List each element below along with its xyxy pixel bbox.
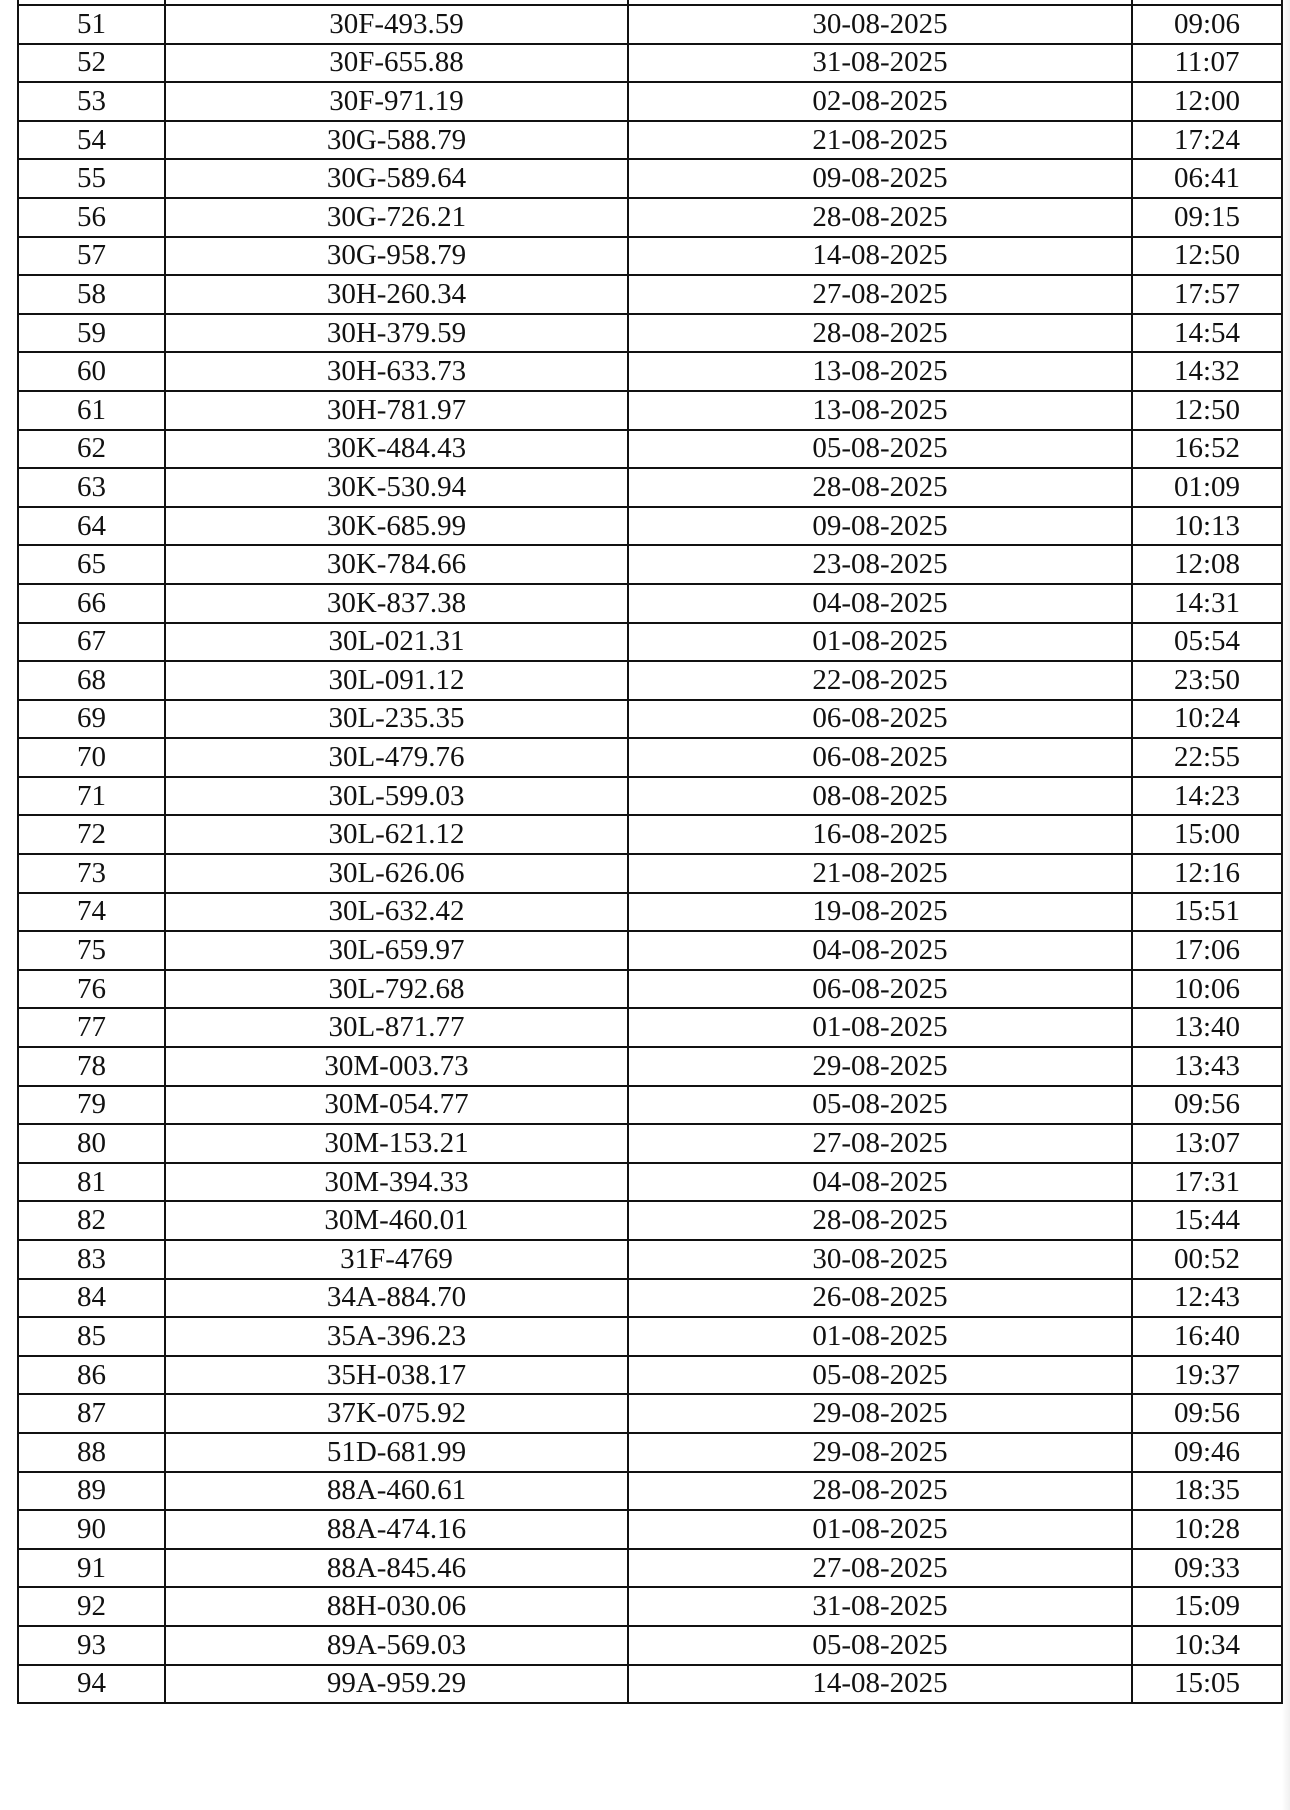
time-cell: 09:56 — [1132, 1394, 1282, 1433]
date-cell: 31-08-2025 — [628, 44, 1132, 83]
table-row — [18, 661, 1282, 700]
table-row — [18, 970, 1282, 1009]
row-index-cell: 87 — [18, 1394, 165, 1433]
plate-number-cell: 30H-260.34 — [165, 275, 628, 314]
row-index-cell: 63 — [18, 468, 165, 507]
table-row — [18, 738, 1282, 777]
plate-number-cell: 30M-460.01 — [165, 1201, 628, 1240]
row-index-cell: 56 — [18, 198, 165, 237]
date-cell: 09-08-2025 — [628, 507, 1132, 546]
date-cell: 05-08-2025 — [628, 1356, 1132, 1395]
date-cell: 05-08-2025 — [628, 430, 1132, 469]
table-row — [18, 352, 1282, 391]
time-cell: 12:43 — [1132, 1279, 1282, 1318]
row-index-cell: 61 — [18, 391, 165, 430]
plate-number-cell: 30K-784.66 — [165, 545, 628, 584]
plate-number-cell: 30H-633.73 — [165, 352, 628, 391]
row-index-cell: 57 — [18, 237, 165, 276]
table-row — [18, 854, 1282, 893]
date-cell: 06-08-2025 — [628, 970, 1132, 1009]
time-cell: 19:37 — [1132, 1356, 1282, 1395]
row-index-cell: 82 — [18, 1201, 165, 1240]
date-cell: 30-08-2025 — [628, 5, 1132, 44]
time-cell: 17:57 — [1132, 275, 1282, 314]
table-row — [18, 1008, 1282, 1047]
plate-number-cell: 30L-626.06 — [165, 854, 628, 893]
time-cell: 13:43 — [1132, 1047, 1282, 1086]
time-cell: 18:35 — [1132, 1472, 1282, 1511]
date-cell: 08-08-2025 — [628, 777, 1132, 816]
date-cell: 06-08-2025 — [628, 700, 1132, 739]
row-index-cell: 83 — [18, 1240, 165, 1279]
date-cell: 31-08-2025 — [628, 1587, 1132, 1626]
row-index-cell: 90 — [18, 1510, 165, 1549]
time-cell: 06:41 — [1132, 159, 1282, 198]
table-row — [18, 1240, 1282, 1279]
plate-number-cell: 30L-235.35 — [165, 700, 628, 739]
plate-number-cell: 30G-958.79 — [165, 237, 628, 276]
table-row — [18, 1472, 1282, 1511]
table-row — [18, 159, 1282, 198]
plate-number-cell: 51D-681.99 — [165, 1433, 628, 1472]
table-row — [18, 121, 1282, 160]
row-index-cell: 75 — [18, 931, 165, 970]
plate-number-cell: 35H-038.17 — [165, 1356, 628, 1395]
date-cell: 16-08-2025 — [628, 815, 1132, 854]
row-index-cell: 77 — [18, 1008, 165, 1047]
plate-number-cell: 30L-632.42 — [165, 893, 628, 932]
time-cell: 17:31 — [1132, 1163, 1282, 1202]
date-cell: 29-08-2025 — [628, 1433, 1132, 1472]
row-index-cell: 91 — [18, 1549, 165, 1588]
table-row — [18, 777, 1282, 816]
date-cell: 21-08-2025 — [628, 121, 1132, 160]
time-cell: 17:06 — [1132, 931, 1282, 970]
date-cell: 02-08-2025 — [628, 82, 1132, 121]
row-index-cell: 94 — [18, 1665, 165, 1704]
date-cell: 29-08-2025 — [628, 1394, 1132, 1433]
plate-number-cell: 30M-394.33 — [165, 1163, 628, 1202]
table-row — [18, 430, 1282, 469]
row-index-cell: 53 — [18, 82, 165, 121]
date-cell: 21-08-2025 — [628, 854, 1132, 893]
time-cell: 10:13 — [1132, 507, 1282, 546]
table-row — [18, 507, 1282, 546]
row-index-cell: 60 — [18, 352, 165, 391]
time-cell: 12:50 — [1132, 391, 1282, 430]
date-cell: 04-08-2025 — [628, 931, 1132, 970]
plate-number-cell: 30G-589.64 — [165, 159, 628, 198]
table-row — [18, 1665, 1282, 1704]
table-row — [18, 1510, 1282, 1549]
row-index-cell: 70 — [18, 738, 165, 777]
table-row — [18, 1433, 1282, 1472]
row-index-cell: 84 — [18, 1279, 165, 1318]
time-cell: 15:00 — [1132, 815, 1282, 854]
plate-number-cell: 30K-837.38 — [165, 584, 628, 623]
time-cell: 10:34 — [1132, 1626, 1282, 1665]
table-row — [18, 584, 1282, 623]
records-table — [17, 0, 1283, 1704]
time-cell: 12:08 — [1132, 545, 1282, 584]
plate-number-cell: 30G-726.21 — [165, 198, 628, 237]
time-cell: 23:50 — [1132, 661, 1282, 700]
row-index-cell: 51 — [18, 5, 165, 44]
scan-edge-shade — [1282, 0, 1290, 1810]
date-cell: 27-08-2025 — [628, 275, 1132, 314]
table-row — [18, 1047, 1282, 1086]
time-cell: 14:32 — [1132, 352, 1282, 391]
row-index-cell: 59 — [18, 314, 165, 353]
date-cell: 13-08-2025 — [628, 352, 1132, 391]
plate-number-cell: 30L-021.31 — [165, 623, 628, 662]
date-cell: 04-08-2025 — [628, 1163, 1132, 1202]
row-index-cell: 58 — [18, 275, 165, 314]
row-index-cell: 93 — [18, 1626, 165, 1665]
table-row — [18, 1086, 1282, 1125]
plate-number-cell: 30L-621.12 — [165, 815, 628, 854]
plate-number-cell: 30L-871.77 — [165, 1008, 628, 1047]
time-cell: 10:06 — [1132, 970, 1282, 1009]
row-index-cell: 54 — [18, 121, 165, 160]
date-cell: 29-08-2025 — [628, 1047, 1132, 1086]
time-cell: 15:51 — [1132, 893, 1282, 932]
plate-number-cell: 30F-971.19 — [165, 82, 628, 121]
date-cell: 28-08-2025 — [628, 1472, 1132, 1511]
plate-number-cell: 30F-655.88 — [165, 44, 628, 83]
table-row — [18, 1356, 1282, 1395]
time-cell: 22:55 — [1132, 738, 1282, 777]
date-cell: 14-08-2025 — [628, 237, 1132, 276]
row-index-cell: 89 — [18, 1472, 165, 1511]
date-cell: 27-08-2025 — [628, 1124, 1132, 1163]
row-index-cell: 55 — [18, 159, 165, 198]
time-cell: 01:09 — [1132, 468, 1282, 507]
time-cell: 09:15 — [1132, 198, 1282, 237]
row-index-cell: 88 — [18, 1433, 165, 1472]
date-cell: 28-08-2025 — [628, 468, 1132, 507]
plate-number-cell: 88H-030.06 — [165, 1587, 628, 1626]
time-cell: 16:40 — [1132, 1317, 1282, 1356]
table-row — [18, 237, 1282, 276]
time-cell: 12:50 — [1132, 237, 1282, 276]
time-cell: 00:52 — [1132, 1240, 1282, 1279]
time-cell: 09:56 — [1132, 1086, 1282, 1125]
date-cell: 27-08-2025 — [628, 1549, 1132, 1588]
row-index-cell: 74 — [18, 893, 165, 932]
plate-number-cell: 30K-530.94 — [165, 468, 628, 507]
time-cell: 10:24 — [1132, 700, 1282, 739]
time-cell: 15:09 — [1132, 1587, 1282, 1626]
table-row — [18, 391, 1282, 430]
plate-number-cell: 30H-379.59 — [165, 314, 628, 353]
row-index-cell: 73 — [18, 854, 165, 893]
row-index-cell: 62 — [18, 430, 165, 469]
time-cell: 13:40 — [1132, 1008, 1282, 1047]
date-cell: 19-08-2025 — [628, 893, 1132, 932]
table-row — [18, 1124, 1282, 1163]
date-cell: 26-08-2025 — [628, 1279, 1132, 1318]
time-cell: 16:52 — [1132, 430, 1282, 469]
table-row — [18, 314, 1282, 353]
table-row — [18, 44, 1282, 83]
row-index-cell: 69 — [18, 700, 165, 739]
table-row — [18, 198, 1282, 237]
row-index-cell: 67 — [18, 623, 165, 662]
time-cell: 09:46 — [1132, 1433, 1282, 1472]
row-index-cell: 68 — [18, 661, 165, 700]
row-index-cell: 92 — [18, 1587, 165, 1626]
table-row — [18, 82, 1282, 121]
row-index-cell: 71 — [18, 777, 165, 816]
time-cell: 05:54 — [1132, 623, 1282, 662]
table-row — [18, 545, 1282, 584]
date-cell: 28-08-2025 — [628, 1201, 1132, 1240]
plate-number-cell: 99A-959.29 — [165, 1665, 628, 1704]
date-cell: 01-08-2025 — [628, 1008, 1132, 1047]
time-cell: 15:44 — [1132, 1201, 1282, 1240]
plate-number-cell: 88A-845.46 — [165, 1549, 628, 1588]
plate-number-cell: 30H-781.97 — [165, 391, 628, 430]
table-row — [18, 275, 1282, 314]
date-cell: 30-08-2025 — [628, 1240, 1132, 1279]
table-row — [18, 1279, 1282, 1318]
time-cell: 09:33 — [1132, 1549, 1282, 1588]
plate-number-cell: 30L-792.68 — [165, 970, 628, 1009]
plate-number-cell: 88A-474.16 — [165, 1510, 628, 1549]
date-cell: 23-08-2025 — [628, 545, 1132, 584]
table-row — [18, 1317, 1282, 1356]
row-index-cell: 64 — [18, 507, 165, 546]
date-cell: 14-08-2025 — [628, 1665, 1132, 1704]
row-index-cell: 81 — [18, 1163, 165, 1202]
plate-number-cell: 30M-054.77 — [165, 1086, 628, 1125]
table-row — [18, 1626, 1282, 1665]
plate-number-cell: 31F-4769 — [165, 1240, 628, 1279]
row-index-cell: 86 — [18, 1356, 165, 1395]
plate-number-cell: 35A-396.23 — [165, 1317, 628, 1356]
date-cell: 04-08-2025 — [628, 584, 1132, 623]
date-cell: 28-08-2025 — [628, 198, 1132, 237]
plate-number-cell: 37K-075.92 — [165, 1394, 628, 1433]
row-index-cell: 76 — [18, 970, 165, 1009]
row-index-cell: 66 — [18, 584, 165, 623]
time-cell: 17:24 — [1132, 121, 1282, 160]
table-row — [18, 1587, 1282, 1626]
time-cell: 14:23 — [1132, 777, 1282, 816]
date-cell: 01-08-2025 — [628, 623, 1132, 662]
table-row — [18, 1394, 1282, 1433]
row-index-cell: 72 — [18, 815, 165, 854]
plate-number-cell: 30F-493.59 — [165, 5, 628, 44]
date-cell: 01-08-2025 — [628, 1510, 1132, 1549]
table-row — [18, 815, 1282, 854]
table-row — [18, 1163, 1282, 1202]
row-index-cell: 79 — [18, 1086, 165, 1125]
plate-number-cell: 30L-479.76 — [165, 738, 628, 777]
plate-number-cell: 89A-569.03 — [165, 1626, 628, 1665]
date-cell: 01-08-2025 — [628, 1317, 1132, 1356]
plate-number-cell: 30K-484.43 — [165, 430, 628, 469]
time-cell: 14:31 — [1132, 584, 1282, 623]
date-cell: 28-08-2025 — [628, 314, 1132, 353]
time-cell: 15:05 — [1132, 1665, 1282, 1704]
table-row — [18, 893, 1282, 932]
plate-number-cell: 30K-685.99 — [165, 507, 628, 546]
table-row — [18, 700, 1282, 739]
table-row — [18, 468, 1282, 507]
time-cell: 11:07 — [1132, 44, 1282, 83]
time-cell: 10:28 — [1132, 1510, 1282, 1549]
table-row — [18, 931, 1282, 970]
date-cell: 05-08-2025 — [628, 1086, 1132, 1125]
plate-number-cell: 30L-599.03 — [165, 777, 628, 816]
row-index-cell: 78 — [18, 1047, 165, 1086]
date-cell: 05-08-2025 — [628, 1626, 1132, 1665]
plate-number-cell: 30L-659.97 — [165, 931, 628, 970]
plate-number-cell: 88A-460.61 — [165, 1472, 628, 1511]
table-row — [18, 1549, 1282, 1588]
row-index-cell: 65 — [18, 545, 165, 584]
table-row — [18, 1201, 1282, 1240]
time-cell: 13:07 — [1132, 1124, 1282, 1163]
row-index-cell: 80 — [18, 1124, 165, 1163]
plate-number-cell: 30M-003.73 — [165, 1047, 628, 1086]
plate-number-cell: 30G-588.79 — [165, 121, 628, 160]
time-cell: 14:54 — [1132, 314, 1282, 353]
time-cell: 09:06 — [1132, 5, 1282, 44]
table-row — [18, 623, 1282, 662]
records-table-body — [18, 0, 1282, 1703]
time-cell: 12:16 — [1132, 854, 1282, 893]
date-cell: 22-08-2025 — [628, 661, 1132, 700]
row-index-cell: 52 — [18, 44, 165, 83]
date-cell: 13-08-2025 — [628, 391, 1132, 430]
date-cell: 09-08-2025 — [628, 159, 1132, 198]
table-row — [18, 5, 1282, 44]
plate-number-cell: 30M-153.21 — [165, 1124, 628, 1163]
plate-number-cell: 34A-884.70 — [165, 1279, 628, 1318]
date-cell: 06-08-2025 — [628, 738, 1132, 777]
plate-number-cell: 30L-091.12 — [165, 661, 628, 700]
time-cell: 12:00 — [1132, 82, 1282, 121]
row-index-cell: 85 — [18, 1317, 165, 1356]
